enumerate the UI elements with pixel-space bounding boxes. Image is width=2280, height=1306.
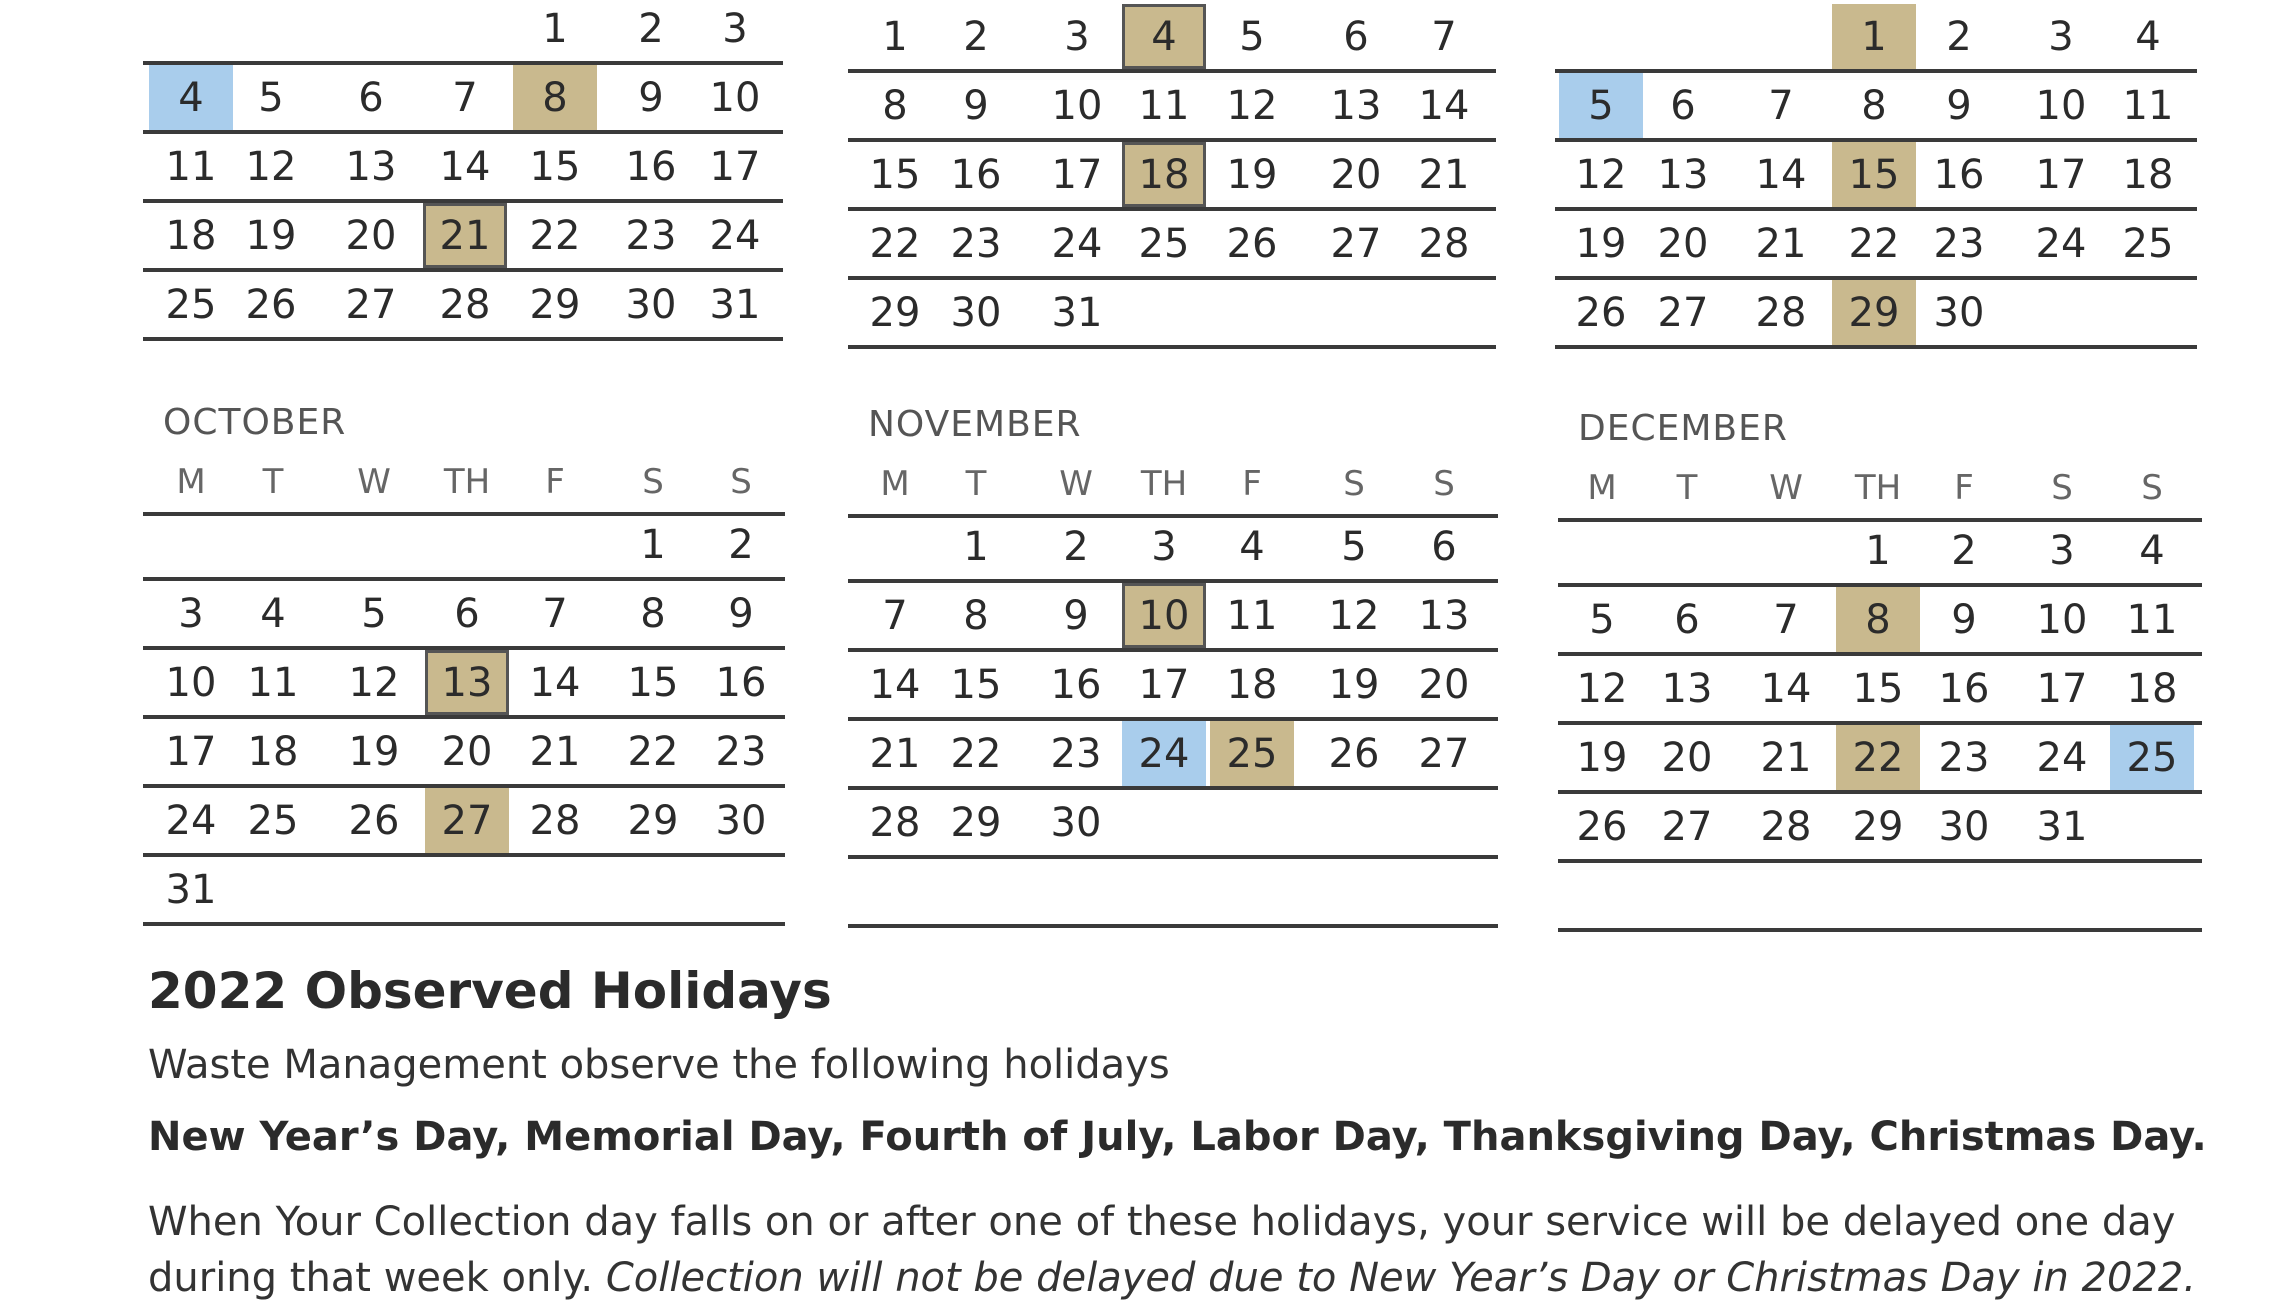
weekday-label: W bbox=[1769, 468, 1803, 508]
calendar-day: 28 bbox=[529, 797, 581, 844]
calendar-day: 17 bbox=[709, 143, 761, 190]
calendar-day: 5 bbox=[1341, 523, 1367, 570]
week-row bbox=[143, 272, 783, 341]
calendar-day: 19 bbox=[1576, 734, 1628, 781]
calendar-day-empty bbox=[1210, 280, 1294, 345]
calendar-day: 19 bbox=[245, 212, 297, 259]
calendar-day: 12 bbox=[1575, 151, 1627, 198]
calendar-day: 11 bbox=[165, 143, 217, 190]
calendar-day-empty bbox=[1641, 4, 1725, 69]
calendar-day-empty bbox=[1122, 280, 1206, 345]
weekday-label: F bbox=[1954, 468, 1974, 508]
calendar-day: 18 bbox=[2122, 151, 2174, 198]
calendar-day: 27 bbox=[1330, 220, 1382, 267]
calendar-day-empty bbox=[2020, 863, 2104, 928]
calendar-day-holiday: 29 bbox=[1832, 280, 1916, 345]
calendar-day: 10 bbox=[709, 74, 761, 121]
calendar-day: 23 bbox=[1050, 730, 1102, 777]
calendar-day: 26 bbox=[348, 797, 400, 844]
calendar-day: 31 bbox=[2036, 803, 2088, 850]
calendar-day: 3 bbox=[722, 5, 748, 52]
calendar-day: 13 bbox=[1418, 592, 1470, 639]
weekday-label: S bbox=[1433, 464, 1455, 504]
calendar-day-empty bbox=[1645, 518, 1729, 583]
calendar-day: 15 bbox=[1852, 665, 1904, 712]
calendar-day: 29 bbox=[869, 289, 921, 336]
calendar-day: 14 bbox=[1418, 82, 1470, 129]
calendar-day-holiday: 10 bbox=[1122, 583, 1206, 648]
calendar-day: 6 bbox=[1670, 82, 1696, 129]
calendar-day: 27 bbox=[1418, 730, 1470, 777]
calendar-day: 1 bbox=[640, 521, 666, 568]
weekday-label: TH bbox=[1854, 468, 1902, 508]
calendar-day: 13 bbox=[1330, 82, 1382, 129]
holidays-note bbox=[148, 1194, 2248, 1306]
calendar-day: 3 bbox=[178, 590, 204, 637]
calendar-day-empty bbox=[425, 857, 509, 922]
weekday-label: M bbox=[176, 462, 206, 502]
calendar-day: 7 bbox=[1773, 596, 1799, 643]
calendar-day-holiday: 22 bbox=[1836, 725, 1920, 790]
week-row bbox=[1555, 142, 2197, 211]
calendar-day: 26 bbox=[1328, 730, 1380, 777]
weekday-label: F bbox=[545, 462, 565, 502]
calendar-day: 15 bbox=[950, 661, 1002, 708]
calendar-day-empty bbox=[1560, 518, 1644, 583]
calendar-day: 6 bbox=[1343, 13, 1369, 60]
calendar-day: 5 bbox=[1239, 13, 1265, 60]
calendar-day: 30 bbox=[715, 797, 767, 844]
week-row bbox=[848, 859, 1498, 928]
calendar-day: 7 bbox=[882, 592, 908, 639]
weekday-label: W bbox=[357, 462, 391, 502]
calendar-day: 11 bbox=[2126, 596, 2178, 643]
calendar-day-empty bbox=[329, 0, 413, 61]
calendar-day: 24 bbox=[2036, 734, 2088, 781]
calendar-day-empty bbox=[332, 857, 416, 922]
calendar-day-holiday: 4 bbox=[1122, 4, 1206, 69]
calendar-day: 20 bbox=[1418, 661, 1470, 708]
week-row bbox=[1558, 587, 2202, 656]
calendar-day-empty bbox=[332, 512, 416, 577]
weekday-label: F bbox=[1242, 464, 1262, 504]
calendar-day: 3 bbox=[2048, 13, 2074, 60]
calendar-day: 3 bbox=[1151, 523, 1177, 570]
calendar-day-empty bbox=[934, 859, 1018, 924]
calendar-day: 25 bbox=[2122, 220, 2174, 267]
calendar-day: 24 bbox=[1051, 220, 1103, 267]
calendar-day-empty bbox=[2110, 863, 2194, 928]
calendar-day: 19 bbox=[1575, 220, 1627, 267]
calendar-day: 29 bbox=[529, 281, 581, 328]
calendar-day: 19 bbox=[1226, 151, 1278, 198]
calendar-day: 2 bbox=[638, 5, 664, 52]
calendar-day-substitute: 25 bbox=[2110, 725, 2194, 790]
calendar-day: 18 bbox=[1226, 661, 1278, 708]
calendar-day: 21 bbox=[869, 730, 921, 777]
calendar-day-holiday: 18 bbox=[1122, 142, 1206, 207]
calendar-day: 23 bbox=[625, 212, 677, 259]
week-row bbox=[848, 73, 1496, 142]
calendar-day: 9 bbox=[1946, 82, 1972, 129]
calendar-day-empty bbox=[699, 857, 783, 922]
calendar-day: 6 bbox=[1431, 523, 1457, 570]
calendar-day-holiday: 27 bbox=[425, 788, 509, 853]
calendar-day: 30 bbox=[950, 289, 1002, 336]
calendar-day-empty bbox=[1402, 280, 1486, 345]
week-row bbox=[1555, 4, 2197, 73]
calendar-day: 9 bbox=[1951, 596, 1977, 643]
calendar-day: 30 bbox=[1050, 799, 1102, 846]
calendar-day-empty bbox=[1739, 4, 1823, 69]
weekday-label: T bbox=[262, 462, 284, 502]
holidays-intro: Waste Management observe the following holidays bbox=[148, 1042, 1170, 1088]
calendar-day: 7 bbox=[1768, 82, 1794, 129]
week-row bbox=[848, 142, 1496, 211]
calendar-day: 20 bbox=[441, 728, 493, 775]
week-row bbox=[1558, 656, 2202, 725]
week-row bbox=[143, 512, 785, 581]
calendar-day-substitute: 24 bbox=[1122, 721, 1206, 786]
calendar-day: 15 bbox=[627, 659, 679, 706]
calendar-day: 16 bbox=[1938, 665, 1990, 712]
calendar-day: 20 bbox=[1330, 151, 1382, 198]
month-name: OCTOBER bbox=[163, 402, 347, 443]
calendar-day: 8 bbox=[882, 82, 908, 129]
week-row bbox=[143, 134, 783, 203]
calendar-day: 24 bbox=[2035, 220, 2087, 267]
calendar-day: 30 bbox=[1933, 289, 1985, 336]
calendar-day-holiday: 25 bbox=[1210, 721, 1294, 786]
week-row bbox=[143, 0, 783, 65]
week-row bbox=[143, 857, 785, 926]
week-row bbox=[848, 583, 1498, 652]
calendar-day: 17 bbox=[165, 728, 217, 775]
calendar-day: 7 bbox=[452, 74, 478, 121]
weekday-label: M bbox=[880, 464, 910, 504]
calendar-day: 12 bbox=[348, 659, 400, 706]
calendar-day: 1 bbox=[882, 13, 908, 60]
calendar-day: 23 bbox=[715, 728, 767, 775]
weekday-label: W bbox=[1059, 464, 1093, 504]
calendar-day-empty bbox=[231, 857, 315, 922]
week-row bbox=[848, 4, 1496, 73]
calendar-day: 11 bbox=[1226, 592, 1278, 639]
calendar-day: 2 bbox=[963, 13, 989, 60]
calendar-day: 17 bbox=[1138, 661, 1190, 708]
weekday-label: S bbox=[1343, 464, 1365, 504]
calendar-day: 12 bbox=[245, 143, 297, 190]
calendar-day: 29 bbox=[1852, 803, 1904, 850]
month-name: NOVEMBER bbox=[868, 404, 1082, 445]
calendar-day: 1 bbox=[1865, 527, 1891, 574]
calendar-day-empty bbox=[853, 514, 937, 579]
calendar-day-empty bbox=[2110, 794, 2194, 859]
month-name: DECEMBER bbox=[1578, 408, 1788, 449]
calendar-day: 18 bbox=[247, 728, 299, 775]
calendar-day: 11 bbox=[2122, 82, 2174, 129]
calendar-day: 9 bbox=[728, 590, 754, 637]
calendar-day: 14 bbox=[869, 661, 921, 708]
calendar-day: 9 bbox=[963, 82, 989, 129]
week-row bbox=[1555, 211, 2197, 280]
calendar-day: 27 bbox=[1657, 289, 1709, 336]
week-row bbox=[1555, 73, 2197, 142]
calendar-day-empty bbox=[1312, 790, 1396, 855]
calendar-day: 9 bbox=[638, 74, 664, 121]
calendar-day: 31 bbox=[1051, 289, 1103, 336]
calendar-day: 2 bbox=[1951, 527, 1977, 574]
holidays-list: New Year’s Day, Memorial Day, Fourth of July, Labor Day, Thanksgiving Day, Christmas Day. bbox=[148, 1114, 2207, 1160]
calendar-day: 30 bbox=[625, 281, 677, 328]
holidays-note-italic: Collection will not be delayed due to New Year’s Day or Christmas Day in 2022. bbox=[605, 1255, 2197, 1301]
calendar-day: 27 bbox=[1661, 803, 1713, 850]
calendar-day-holiday: 1 bbox=[1832, 4, 1916, 69]
week-row bbox=[1558, 725, 2202, 794]
calendar-day: 25 bbox=[247, 797, 299, 844]
week-row bbox=[848, 280, 1496, 349]
calendar-day-empty bbox=[231, 512, 315, 577]
calendar-day: 3 bbox=[2049, 527, 2075, 574]
calendar-day-empty bbox=[1402, 790, 1486, 855]
weekday-label: TH bbox=[1140, 464, 1188, 504]
week-row bbox=[1558, 794, 2202, 863]
calendar-day: 28 bbox=[869, 799, 921, 846]
calendar-day: 22 bbox=[950, 730, 1002, 777]
calendar-day: 21 bbox=[529, 728, 581, 775]
calendar-day: 21 bbox=[1418, 151, 1470, 198]
calendar-day: 22 bbox=[869, 220, 921, 267]
week-row bbox=[1558, 518, 2202, 587]
calendar-day-empty bbox=[1314, 280, 1398, 345]
calendar-day: 28 bbox=[1760, 803, 1812, 850]
calendar-day-empty bbox=[149, 512, 233, 577]
calendar-day: 10 bbox=[165, 659, 217, 706]
calendar-day-empty bbox=[1122, 859, 1206, 924]
calendar-day-empty bbox=[2106, 280, 2190, 345]
calendar-day: 13 bbox=[345, 143, 397, 190]
calendar-day: 30 bbox=[1938, 803, 1990, 850]
calendar-day: 8 bbox=[963, 592, 989, 639]
calendar-day: 22 bbox=[529, 212, 581, 259]
calendar-day: 21 bbox=[1760, 734, 1812, 781]
calendar-day: 2 bbox=[1063, 523, 1089, 570]
calendar-day: 23 bbox=[950, 220, 1002, 267]
calendar-day: 6 bbox=[1674, 596, 1700, 643]
calendar-day: 4 bbox=[1239, 523, 1265, 570]
calendar-day: 20 bbox=[1657, 220, 1709, 267]
calendar-day: 10 bbox=[2035, 82, 2087, 129]
calendar-day: 23 bbox=[1938, 734, 1990, 781]
calendar-day: 14 bbox=[1755, 151, 1807, 198]
calendar-day: 17 bbox=[2036, 665, 2088, 712]
calendar-day-empty bbox=[149, 0, 233, 61]
week-row bbox=[848, 790, 1498, 859]
calendar-day: 9 bbox=[1063, 592, 1089, 639]
calendar-day: 31 bbox=[709, 281, 761, 328]
calendar-day: 15 bbox=[869, 151, 921, 198]
calendar-day: 12 bbox=[1576, 665, 1628, 712]
calendar-day: 22 bbox=[627, 728, 679, 775]
calendar-day: 25 bbox=[165, 281, 217, 328]
calendar-day-holiday: 21 bbox=[423, 203, 507, 268]
weekday-label: S bbox=[642, 462, 664, 502]
calendar-day-empty bbox=[1210, 790, 1294, 855]
weekday-label: M bbox=[1587, 468, 1617, 508]
week-row bbox=[143, 203, 783, 272]
calendar-day-holiday: 15 bbox=[1832, 142, 1916, 207]
calendar-day: 4 bbox=[260, 590, 286, 637]
calendar-day: 24 bbox=[709, 212, 761, 259]
weekday-label: S bbox=[2051, 468, 2073, 508]
weekday-label: TH bbox=[443, 462, 491, 502]
calendar-day: 13 bbox=[1657, 151, 1709, 198]
calendar-day: 18 bbox=[165, 212, 217, 259]
calendar-day-empty bbox=[1210, 859, 1294, 924]
calendar-day-empty bbox=[513, 857, 597, 922]
calendar-day-empty bbox=[1122, 790, 1206, 855]
calendar-day: 1 bbox=[963, 523, 989, 570]
calendar-day-empty bbox=[513, 512, 597, 577]
calendar-day: 16 bbox=[625, 143, 677, 190]
calendar-day: 13 bbox=[1661, 665, 1713, 712]
calendar-day-empty bbox=[1744, 863, 1828, 928]
calendar-day: 17 bbox=[2035, 151, 2087, 198]
calendar-day: 28 bbox=[439, 281, 491, 328]
calendar-day-empty bbox=[229, 0, 313, 61]
calendar-day-empty bbox=[1645, 863, 1729, 928]
calendar-day: 26 bbox=[1575, 289, 1627, 336]
calendar-day: 14 bbox=[439, 143, 491, 190]
calendar-day-holiday: 13 bbox=[425, 650, 509, 715]
calendar-day: 17 bbox=[1051, 151, 1103, 198]
calendar-day: 29 bbox=[950, 799, 1002, 846]
week-row bbox=[143, 650, 785, 719]
calendar-day-empty bbox=[1034, 859, 1118, 924]
calendar-day: 26 bbox=[1226, 220, 1278, 267]
calendar-day: 28 bbox=[1418, 220, 1470, 267]
calendar-day: 22 bbox=[1848, 220, 1900, 267]
weekday-label: S bbox=[730, 462, 752, 502]
week-row bbox=[143, 788, 785, 857]
calendar-day: 16 bbox=[1933, 151, 1985, 198]
week-row bbox=[143, 581, 785, 650]
calendar-day-empty bbox=[1312, 859, 1396, 924]
weekday-label: T bbox=[965, 464, 987, 504]
calendar-day-empty bbox=[1560, 863, 1644, 928]
calendar-day: 26 bbox=[245, 281, 297, 328]
calendar-day: 3 bbox=[1064, 13, 1090, 60]
calendar-day-holiday: 8 bbox=[513, 65, 597, 130]
calendar-day: 8 bbox=[1861, 82, 1887, 129]
calendar-day: 2 bbox=[728, 521, 754, 568]
calendar-day: 10 bbox=[1051, 82, 1103, 129]
calendar-day-empty bbox=[425, 512, 509, 577]
calendar-day-empty bbox=[1836, 863, 1920, 928]
calendar-day: 2 bbox=[1946, 13, 1972, 60]
calendar-day: 25 bbox=[1138, 220, 1190, 267]
holidays-heading: 2022 Observed Holidays bbox=[148, 962, 832, 1020]
calendar-day-empty bbox=[1402, 859, 1486, 924]
week-row bbox=[1558, 863, 2202, 932]
week-row bbox=[848, 514, 1498, 583]
calendar-day: 31 bbox=[165, 866, 217, 913]
calendar-day: 19 bbox=[348, 728, 400, 775]
calendar-day: 18 bbox=[2126, 665, 2178, 712]
calendar-day: 4 bbox=[2139, 527, 2165, 574]
calendar-day-empty bbox=[611, 857, 695, 922]
calendar-day-empty bbox=[853, 859, 937, 924]
calendar-day: 1 bbox=[542, 5, 568, 52]
calendar-day: 11 bbox=[1138, 82, 1190, 129]
calendar-day-empty bbox=[1922, 863, 2006, 928]
calendar-day-holiday: 8 bbox=[1836, 587, 1920, 652]
calendar-day: 19 bbox=[1328, 661, 1380, 708]
calendar-day: 11 bbox=[247, 659, 299, 706]
calendar-day: 21 bbox=[1755, 220, 1807, 267]
calendar-day: 12 bbox=[1328, 592, 1380, 639]
calendar-day-empty bbox=[1744, 518, 1828, 583]
calendar-day: 16 bbox=[950, 151, 1002, 198]
week-row bbox=[143, 65, 783, 134]
calendar-day: 24 bbox=[165, 797, 217, 844]
weekday-label: T bbox=[1676, 468, 1698, 508]
calendar-day-substitute: 5 bbox=[1559, 73, 1643, 138]
week-row bbox=[1555, 280, 2197, 349]
calendar-day: 7 bbox=[542, 590, 568, 637]
calendar-day-empty bbox=[1559, 4, 1643, 69]
calendar-day: 20 bbox=[345, 212, 397, 259]
week-row bbox=[143, 719, 785, 788]
calendar-day: 29 bbox=[627, 797, 679, 844]
calendar-day: 23 bbox=[1933, 220, 1985, 267]
calendar-day-substitute: 4 bbox=[149, 65, 233, 130]
week-row bbox=[848, 652, 1498, 721]
calendar-day: 16 bbox=[1050, 661, 1102, 708]
calendar-day: 28 bbox=[1755, 289, 1807, 336]
calendar-day: 10 bbox=[2036, 596, 2088, 643]
calendar-day: 8 bbox=[640, 590, 666, 637]
calendar-day: 20 bbox=[1661, 734, 1713, 781]
calendar-day: 14 bbox=[529, 659, 581, 706]
calendar-day: 7 bbox=[1431, 13, 1457, 60]
calendar-day: 14 bbox=[1760, 665, 1812, 712]
holidays-note-text: When Your Collection day falls on or after one of these holidays, your service will be delayed one day during that week only. bbox=[148, 1199, 2176, 1301]
calendar-day: 5 bbox=[361, 590, 387, 637]
calendar-day: 16 bbox=[715, 659, 767, 706]
calendar-day: 6 bbox=[454, 590, 480, 637]
weekday-label: S bbox=[2141, 468, 2163, 508]
calendar-day-empty bbox=[2019, 280, 2103, 345]
calendar-day: 15 bbox=[529, 143, 581, 190]
calendar-day-empty bbox=[423, 0, 507, 61]
calendar-day: 27 bbox=[345, 281, 397, 328]
calendar-day: 12 bbox=[1226, 82, 1278, 129]
week-row bbox=[848, 721, 1498, 790]
calendar-day: 26 bbox=[1576, 803, 1628, 850]
calendar-day: 5 bbox=[1589, 596, 1615, 643]
calendar-day: 6 bbox=[358, 74, 384, 121]
calendar-day: 4 bbox=[2135, 13, 2161, 60]
calendar-day: 5 bbox=[258, 74, 284, 121]
week-row bbox=[848, 211, 1496, 280]
